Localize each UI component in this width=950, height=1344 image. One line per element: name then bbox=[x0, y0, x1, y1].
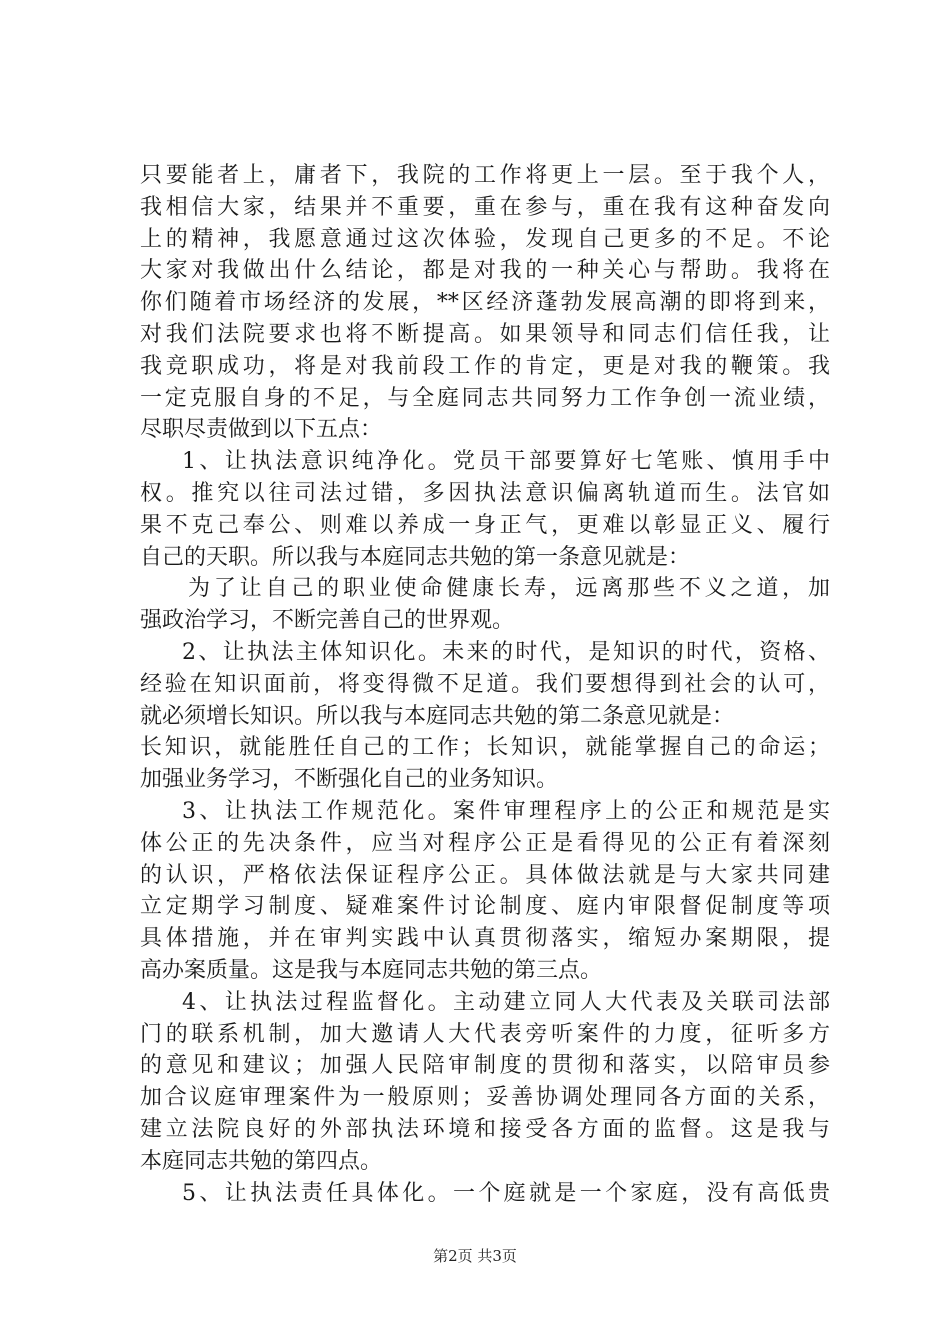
text-line: 为了让自己的职业使命健康长寿，远离那些不义之道，加 bbox=[188, 576, 830, 602]
text-line: 尽职尽责做到以下五点： bbox=[140, 417, 383, 443]
text-line: 体公正的先决条件，应当对程序公正是看得见的公正有着深刻 bbox=[140, 830, 830, 856]
text-line: 4、让执法过程监督化。主动建立同人大代表及关联司法部 bbox=[182, 989, 830, 1015]
text-line: 就必须增长知识。所以我与本庭同志共勉的第二条意见就是： bbox=[140, 703, 735, 729]
text-line: 5、让执法责任具体化。一个庭就是一个家庭，没有高低贵 bbox=[182, 1180, 830, 1206]
text-line: 长知识，就能胜任自己的工作；长知识，就能掌握自己的命运； bbox=[140, 735, 830, 761]
text-line: 1、让执法意识纯净化。党员干部要算好七笔账、慎用手中 bbox=[182, 449, 830, 475]
text-line: 我竞职成功，将是对我前段工作的肯定，更是对我的鞭策。我 bbox=[140, 353, 830, 379]
text-line: 对我们法院要求也将不断提高。如果领导和同志们信任我，让 bbox=[140, 321, 830, 347]
text-line: 权。推究以往司法过错，多因执法意识偏离轨道而生。法官如 bbox=[140, 480, 830, 506]
text-line: 大家对我做出什么结论，都是对我的一种关心与帮助。我将在 bbox=[140, 258, 830, 284]
text-line: 门的联系机制，加大邀请人大代表旁听案件的力度，征听多方 bbox=[140, 1021, 830, 1047]
text-line: 加强业务学习，不断强化自己的业务知识。 bbox=[140, 767, 559, 793]
text-line: 上的精神，我愿意通过这次体验，发现自己更多的不足。不论 bbox=[140, 226, 830, 252]
text-line: 本庭同志共勉的第四点。 bbox=[140, 1148, 383, 1174]
text-line: 的认识，严格依法保证程序公正。具体做法就是与大家共同建 bbox=[140, 862, 830, 888]
text-line: 你们随着市场经济的发展，**区经济蓬勃发展高潮的即将到来， bbox=[140, 290, 830, 316]
text-line: 2、让执法主体知识化。未来的时代，是知识的时代，资格、 bbox=[182, 639, 830, 665]
text-line: 建立法院良好的外部执法环境和接受各方面的监督。这是我与 bbox=[140, 1116, 830, 1142]
text-line: 立定期学习制度、疑难案件讨论制度、庭内审限督促制度等项 bbox=[140, 894, 830, 920]
text-line: 一定克服自身的不足，与全庭同志共同努力工作争创一流业绩， bbox=[140, 385, 830, 411]
text-line: 只要能者上，庸者下，我院的工作将更上一层。至于我个人， bbox=[140, 163, 830, 188]
text-line: 强政治学习，不断完善自己的世界观。 bbox=[140, 608, 515, 634]
document-body bbox=[140, 160, 830, 1209]
text-line: 高办案质量。这是我与本庭同志共勉的第三点。 bbox=[140, 957, 603, 983]
text-line: 果不克己奉公、则难以养成一身正气，更难以彰显正义、履行 bbox=[140, 512, 830, 538]
page-footer: 第2页 共3页 bbox=[433, 1247, 517, 1265]
text-line: 具体措施，并在审判实践中认真贯彻落实，缩短办案期限，提 bbox=[140, 926, 830, 952]
text-line: 的意见和建议；加强人民陪审制度的贯彻和落实，以陪审员参 bbox=[140, 1053, 830, 1079]
text-line: 3、让执法工作规范化。案件审理程序上的公正和规范是实 bbox=[182, 798, 830, 824]
text-line: 经验在知识面前，将变得微不足道。我们要想得到社会的认可， bbox=[140, 671, 830, 697]
text-line: 我相信大家，结果并不重要，重在参与，重在我有这种奋发向 bbox=[140, 194, 830, 220]
text-line: 加合议庭审理案件为一般原则；妥善协调处理同各方面的关系， bbox=[140, 1085, 830, 1111]
text-line: 自己的天职。所以我与本庭同志共勉的第一条意见就是： bbox=[140, 544, 691, 570]
